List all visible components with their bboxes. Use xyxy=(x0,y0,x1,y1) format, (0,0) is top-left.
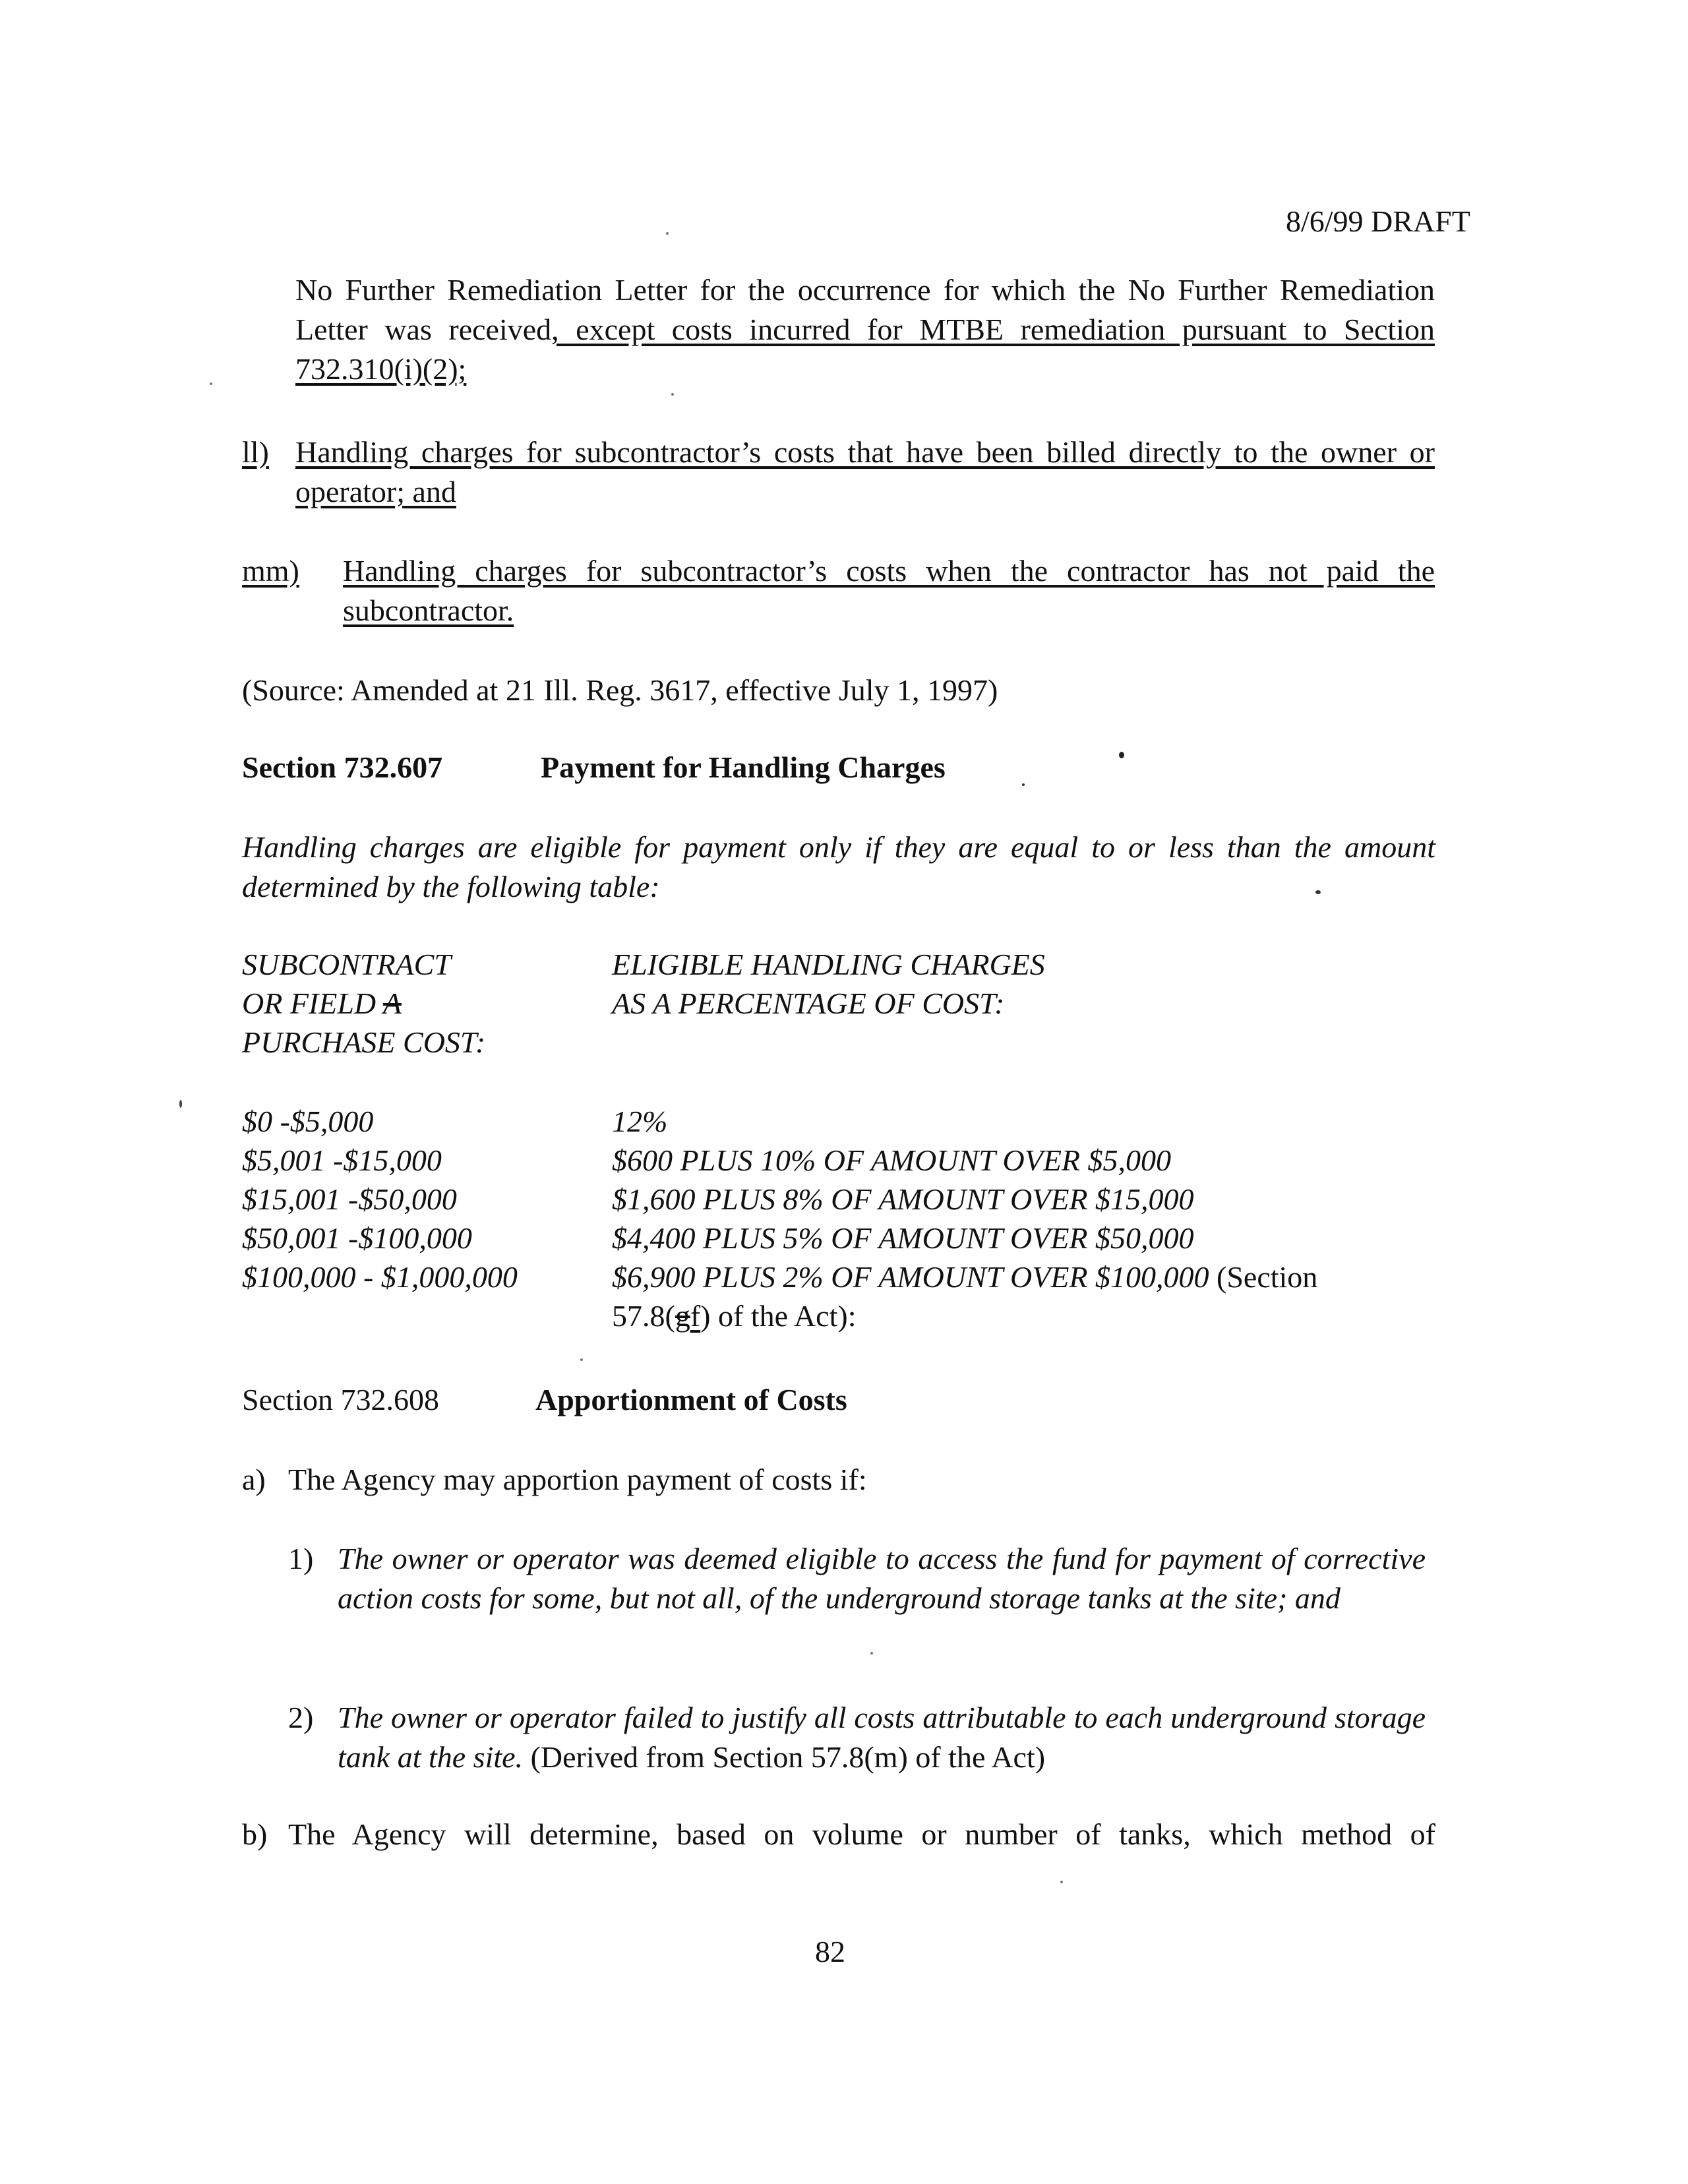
last-row-suffix-2b: ) of the Act): xyxy=(700,1299,857,1333)
table-row-range: $50,001 -$100,000 xyxy=(242,1221,472,1255)
item-ll-label: ll) xyxy=(242,435,269,469)
table-row-charge: $4,400 PLUS 5% OF AMOUNT OVER $50,000 xyxy=(612,1221,1194,1255)
col1-header-strike: A xyxy=(382,986,402,1020)
scan-speck xyxy=(580,1358,583,1361)
col1-header-line2-text: OR FIELD xyxy=(242,986,377,1020)
table-row-charge-citation xyxy=(612,1296,1317,1335)
section-608-number: Section 732.608 xyxy=(242,1383,439,1416)
table-col2-header xyxy=(612,945,1045,1023)
scan-speck xyxy=(1315,890,1321,894)
item-b-text: The Agency will determine, based on volume or number of tanks, which method of xyxy=(288,1817,1435,1851)
last-row-charge-text: $6,900 PLUS 2% OF AMOUNT OVER $100,000 xyxy=(612,1260,1209,1294)
item-a2-italic: The owner or operator failed to justify all costs attributable to each underground storage tank at the site. xyxy=(338,1701,1426,1774)
col1-header-line1: SUBCONTRACT xyxy=(242,948,451,981)
col2-header-line1: ELIGIBLE HANDLING CHARGES xyxy=(612,948,1045,981)
table-row-range: $5,001 -$15,000 xyxy=(242,1143,442,1177)
scan-speck xyxy=(666,232,669,235)
continuation-paragraph xyxy=(295,270,1435,389)
table-row-range: $0 -$5,000 xyxy=(242,1105,374,1138)
page-number: 82 xyxy=(815,1935,845,1968)
last-row-strike: g xyxy=(675,1299,690,1333)
table-charges xyxy=(612,1102,1317,1335)
table-row-range: $100,000 - $1,000,000 xyxy=(242,1260,518,1294)
draft-date: 8/6/99 DRAFT xyxy=(1286,204,1470,238)
table-row-charge: $1,600 PLUS 8% OF AMOUNT OVER $15,000 xyxy=(612,1182,1194,1216)
item-a1-label: 1) xyxy=(288,1542,314,1575)
section-607-intro: Handling charges are eligible for payment only if they are equal to or less than the amount determined by the following table: xyxy=(242,830,1435,903)
table-row-charge-last xyxy=(612,1258,1317,1296)
item-mm-label: mm) xyxy=(242,554,299,588)
table-row-range: $15,001 -$50,000 xyxy=(242,1182,457,1216)
scan-speck xyxy=(179,1100,182,1108)
item-a2-label: 2) xyxy=(288,1701,314,1734)
continuation-underlined: , except costs incurred for MTBE remediation pursuant to Section 732.310(i)(2); xyxy=(295,313,1435,386)
last-row-suffix-1: (Section xyxy=(1209,1260,1318,1294)
table-ranges xyxy=(242,1102,518,1296)
item-a2-roman: (Derived from Section 57.8(m) of the Act) xyxy=(523,1740,1046,1774)
item-a1-text: The owner or operator was deemed eligible to access the fund for payment of corrective action costs for some, but not all, of the underground storage tanks at the site; and xyxy=(338,1542,1426,1615)
item-a-label: a) xyxy=(242,1463,266,1496)
last-row-suffix-2a: 57.8( xyxy=(612,1299,675,1333)
source-note: (Source: Amended at 21 Ill. Reg. 3617, effective July 1, 1997) xyxy=(242,673,998,707)
table-row-charge: 12% xyxy=(612,1105,668,1138)
table-col1-header xyxy=(242,945,485,1062)
col1-header-line3: PURCHASE COST: xyxy=(242,1025,486,1059)
item-a-text: The Agency may apportion payment of costs if: xyxy=(288,1463,867,1496)
col1-header-line2 xyxy=(242,984,485,1023)
item-mm-text: Handling charges for subcontractor’s costs when the contractor has not paid the subcontractor. xyxy=(343,554,1435,627)
continuation-text: No Further Remediation Letter for the occurrence for which the No Further Remediation Letter was received xyxy=(295,273,1435,346)
item-a2-text xyxy=(338,1698,1426,1777)
section-607-number: Section 732.607 xyxy=(242,750,443,784)
item-ll-text: Handling charges for subcontractor’s costs that have been billed directly to the owner or operator; and xyxy=(295,435,1435,508)
item-b-label: b) xyxy=(242,1817,268,1851)
table-row-charge: $600 PLUS 10% OF AMOUNT OVER $5,000 xyxy=(612,1143,1172,1177)
scan-speck xyxy=(1060,1881,1063,1883)
last-row-underline: f xyxy=(690,1299,701,1333)
col2-header-line2: AS A PERCENTAGE OF COST: xyxy=(612,986,1005,1020)
scan-speck xyxy=(1022,783,1025,786)
scan-speck xyxy=(1119,752,1124,758)
section-607-title: Payment for Handling Charges xyxy=(541,750,946,784)
section-608-title: Apportionment of Costs xyxy=(535,1383,847,1416)
scan-speck xyxy=(870,1652,873,1654)
scan-speck xyxy=(210,382,212,385)
scan-speck xyxy=(671,393,674,396)
